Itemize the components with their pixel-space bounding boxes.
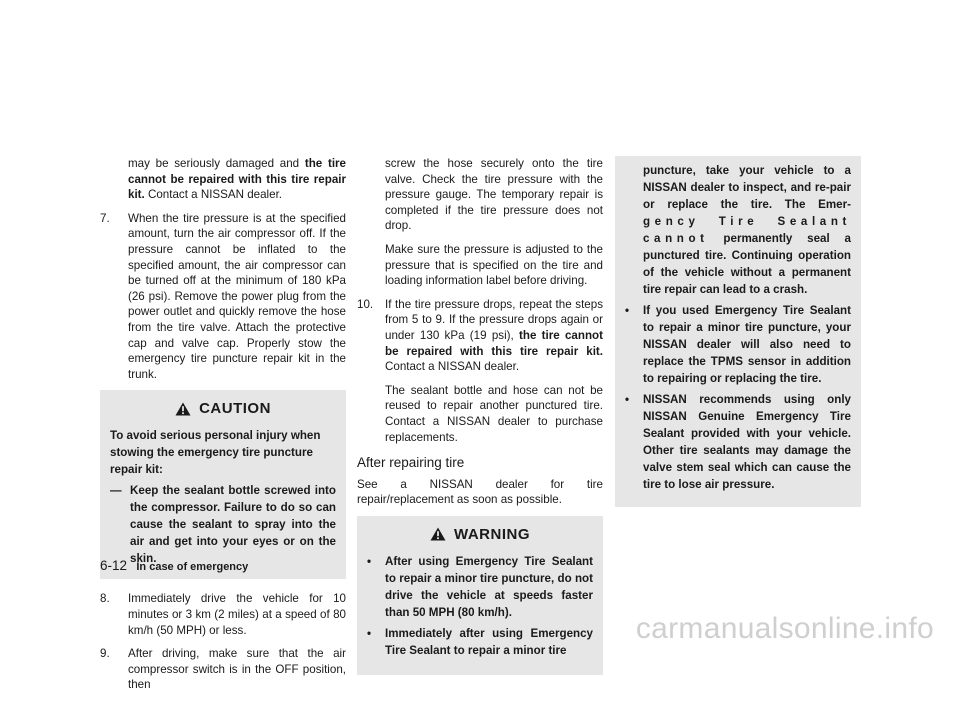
step-number: 9.	[100, 647, 110, 661]
step-number: 7.	[100, 211, 110, 225]
bold-text: the tire cannot be repaired with this tire repair kit.	[385, 328, 603, 358]
text-span: Contact a NISSAN dealer.	[385, 360, 520, 374]
caution-item	[110, 482, 336, 567]
column-left	[100, 156, 346, 701]
paragraph: The sealant bottle and hose can not be reused to repair another punctured tire. Contact a NISSAN dealer to purchase replacements.	[385, 383, 603, 444]
warning-triangle-icon	[430, 527, 446, 541]
warning-item	[625, 391, 851, 493]
step-7	[100, 211, 346, 383]
warning-header	[367, 526, 593, 543]
warning-box-continued	[615, 156, 861, 507]
text-span: permanently seal a punctured tire. Continuing operation of the vehicle without a permanent tire repair can lead to a crash.	[643, 232, 851, 296]
warning-item	[367, 625, 593, 659]
bullet-marker: •	[367, 554, 372, 568]
bullet-marker: •	[625, 393, 630, 406]
paragraph: Make sure the pressure is adjusted to the pressure that is specified on the tire and loading information label before driving.	[385, 242, 603, 288]
bullet-marker: •	[367, 626, 372, 640]
warning-item-text: After using Emergency Tire Sealant to repair a minor tire puncture, do not drive the vehicle at speeds faster than 50 MPH (80 km/h).	[385, 554, 593, 619]
caution-header	[110, 400, 336, 417]
caution-box	[100, 390, 346, 579]
step-text: When the tire pressure is at the specified amount, turn the air compressor off. If the pressure cannot be inflated to the specified amount, the air compressor can be turned off at the minimum of 180 kPa (26 psi). Remove the power plug from the power outlet and quickly remove the hose from the tire valve. Attach the protective cap and valve cap. Properly stow the emergency tire puncture repair kit in the trunk.	[128, 211, 346, 381]
section-heading: After repairing tire	[357, 455, 465, 471]
text-span: puncture, take your vehicle to a NISSAN dealer to inspect, and re-pair or replace the tire. The Emer-	[643, 164, 851, 211]
text-span: may be seriously damaged and	[128, 157, 305, 170]
warning-item-text: Immediately after using Emergency Tire Sealant to repair a minor tire	[385, 626, 593, 657]
warning-box	[357, 516, 603, 675]
column-middle	[357, 156, 603, 687]
step-number: 10.	[357, 297, 374, 311]
text-span: Contact a NISSAN dealer.	[144, 188, 283, 202]
column-right	[615, 156, 861, 507]
bold-text: the tire cannot be repaired with this tire repair kit.	[128, 157, 346, 202]
section-paragraph: See a NISSAN dealer for tire repair/replacement as soon as possible.	[357, 477, 603, 507]
caution-intro: To avoid serious personal injury when stowing the emergency tire puncture repair kit:	[110, 429, 321, 477]
text-span: If the tire pressure drops, repeat the steps from 5 to 9. If the pressure drops again or under 130 kPa (19 psi),	[385, 297, 603, 342]
chapter-title: In case of emergency	[136, 561, 249, 573]
dash-marker: —	[110, 484, 122, 498]
continued-paragraph: screw the hose securely onto the tire valve. Check the tire pressure with the pressure gauge. The temporary repair is completed if the tire pressure does not drop.	[385, 157, 603, 233]
step-9	[100, 646, 346, 693]
watermark: carmanualsonline.info	[635, 612, 934, 645]
step-10	[357, 297, 603, 375]
warning-triangle-icon	[175, 402, 191, 416]
step-text: Immediately drive the vehicle for 10 minutes or 3 km (2 miles) at a speed of 80 km/h (50 MPH) or less.	[128, 592, 346, 637]
warning-item-text: NISSAN recommends using only NISSAN Genuine Emergency Tire Sealant provided with your vehicle. Other tire sealants may damage the valve stem seal which can cause the tire to lose air pressure.	[643, 393, 851, 491]
warning-item	[367, 553, 593, 621]
text-span: gency Tire Sealant cannot	[643, 215, 851, 245]
warning-item-continued	[625, 162, 851, 298]
warning-item-text: If you used Emergency Tire Sealant to repair a minor tire puncture, your NISSAN dealer will also need to replace the TPMS sensor in addition to repairing or replacing the tire.	[643, 304, 851, 385]
page-footer	[100, 558, 248, 573]
warning-title: WARNING	[454, 525, 530, 543]
caution-title: CAUTION	[199, 400, 271, 418]
step-text	[385, 297, 603, 375]
step-text: After driving, make sure that the air compressor switch is in the OFF position, then	[128, 647, 346, 692]
page-number: 6-12	[100, 558, 128, 573]
step-8	[100, 591, 346, 638]
caution-item-text: Keep the sealant bottle screwed into the compressor. Failure to do so can cause the sealant to spray into the air and get into your eyes or on the skin.	[130, 484, 336, 566]
warning-item	[625, 302, 851, 387]
continued-paragraph	[100, 156, 346, 203]
step-number: 8.	[100, 592, 110, 606]
bullet-marker: •	[625, 304, 630, 317]
